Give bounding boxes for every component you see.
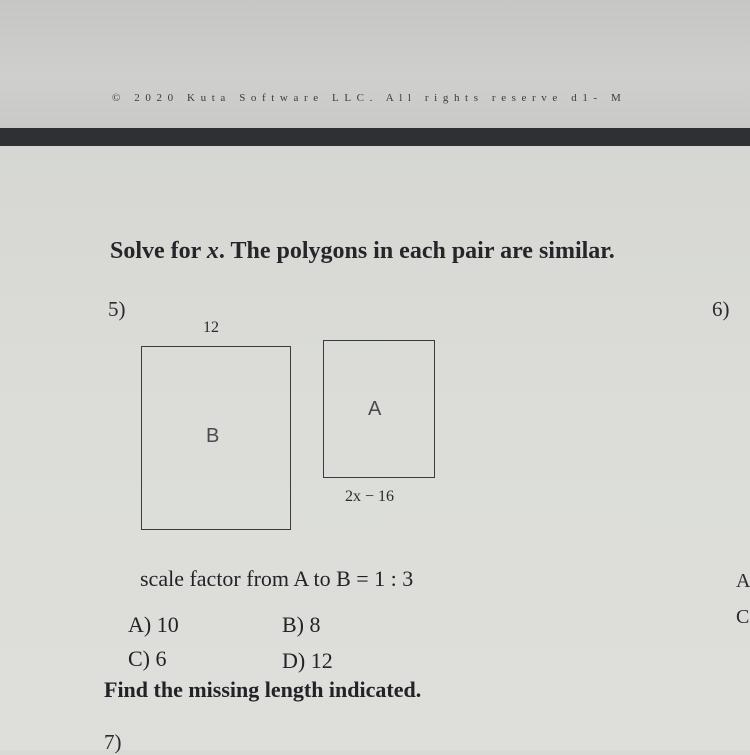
- choice-a[interactable]: A) 10: [128, 612, 179, 637]
- polygon-a-label: A: [368, 398, 382, 420]
- choice-c[interactable]: C) 6: [128, 646, 167, 671]
- choice-b[interactable]: B) 8: [282, 612, 321, 637]
- polygon-b-label: B: [206, 425, 220, 447]
- shape-a-bottom-side-label: 2x − 16: [345, 488, 395, 505]
- problem-5-number: 5): [108, 297, 126, 321]
- problem-6-number: 6): [712, 297, 730, 321]
- copyright-line: © 2020 Kuta Software LLC. All rights reserve d1- M: [112, 92, 627, 104]
- problem-6-choice-c-cut: C: [736, 606, 750, 628]
- instructions-variable: x: [206, 238, 219, 264]
- section-heading: Find the missing length indicated.: [104, 677, 422, 702]
- shape-b-top-side-label: 12: [203, 319, 219, 336]
- instructions-suffix: . The polygons in each pair are similar.: [218, 238, 615, 264]
- scale-factor-text: scale factor from A to B = 1 : 3: [140, 566, 414, 591]
- instructions: [110, 238, 615, 265]
- problem-7-number: 7): [104, 730, 122, 754]
- choice-d[interactable]: D) 12: [282, 648, 333, 673]
- problem-6-choice-a-cut: A: [736, 570, 750, 592]
- worksheet-top-margin: [0, 0, 750, 128]
- page-edge-shadow: [0, 128, 750, 146]
- instructions-prefix: Solve for: [110, 238, 207, 264]
